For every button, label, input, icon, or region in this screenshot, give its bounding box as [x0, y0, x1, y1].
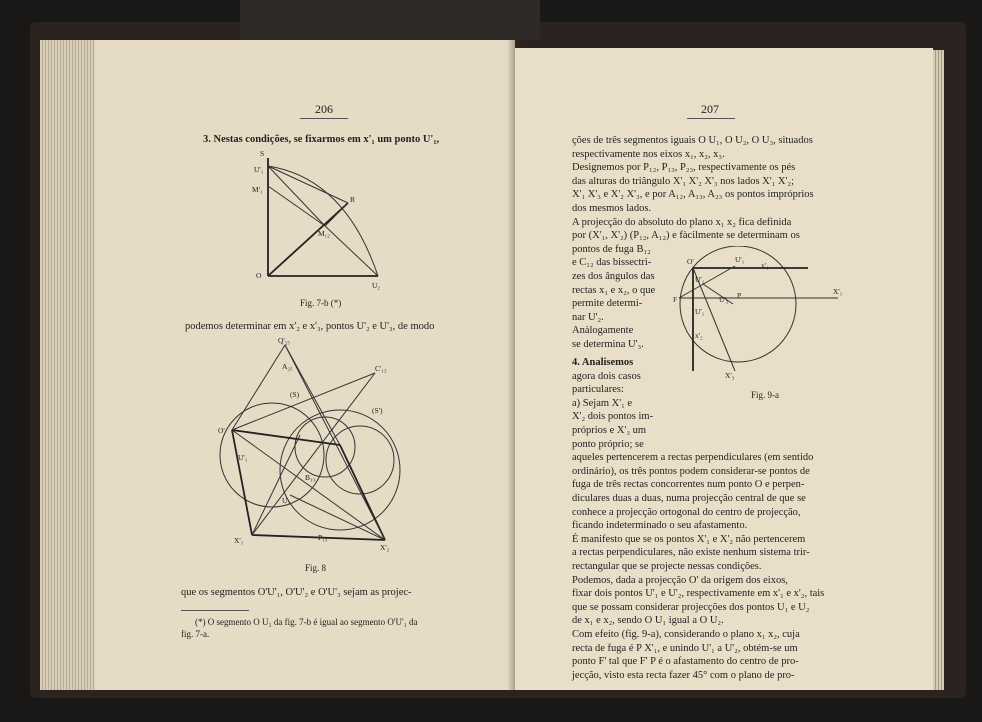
fig7b-label-m1: M'₁: [252, 185, 263, 194]
fig7b-label-u1: U'₁: [254, 165, 264, 174]
text-line: e C₁₂ das bissectri-: [572, 257, 652, 269]
fig8-label-u1: U'₁: [238, 453, 248, 462]
fig9a-label-x2: x'₂: [695, 331, 703, 340]
paragraph-3-line: 3. Nestas condições, se fixarmos em x'₁ um ponto U'₁,: [203, 134, 440, 145]
text-line: permite determi-: [572, 298, 643, 310]
text-line: ficando indeterminado o seu afastamento.: [572, 520, 748, 532]
mid-line: podemos determinar em x'₂ e x'₃, pontos U'₂ e U'₃, de modo: [185, 321, 435, 332]
fig9a-label-u1: U'₁: [735, 255, 745, 264]
text-line: rectas x₁ e x₂, o que: [572, 284, 656, 296]
fig8-label-b13: B₁₃: [305, 473, 316, 482]
fig9a-label-u1b: U'₁: [695, 307, 705, 316]
text-line: ordinário), os três pontos podem considerar-se pontos de: [572, 465, 810, 477]
text-line: fuga de três rectas concorrentes num ponto O e perpen-: [572, 479, 805, 491]
text-line: jecção, visto esta recta fazer 45° com o plano de pro-: [572, 669, 795, 681]
text-line: A projecção do absoluto do plano x₁ x₂ fica definida: [572, 216, 792, 228]
text-line: X'₁ X'₃ e X'₂ X'₃, e por A₁₂, A₁₃, A₂₃ os pontos impróprios: [572, 189, 814, 201]
text-line: se determina U'₃.: [572, 339, 644, 350]
fig8-label-x1: X'₁: [234, 536, 244, 545]
last-line: que os segmentos O'U'₁, O'U'₂ e O'U'₃ sejam as projec-: [181, 587, 412, 598]
fig7b-label-o: O: [256, 271, 262, 280]
fig9a-label-u2: U'₂: [695, 275, 705, 284]
text-line: a rectas perpendiculares, não existe nenhum sistema trir-: [572, 547, 810, 559]
text-line: particulares:: [572, 384, 624, 396]
footnote-line: (*) O segmento O U₁ da fig. 7-b é igual ao segmento O'U'₁ da: [195, 617, 418, 627]
fig9a-label-xx1: X'₁: [833, 287, 843, 296]
fig8-label-c13: C'₁₃: [375, 364, 387, 373]
fig8-label-o: O': [218, 426, 225, 435]
right-page: [515, 48, 933, 690]
fig8-label-s1: (S): [290, 390, 300, 399]
footnote-rule: [181, 610, 249, 611]
page-number-rule: [687, 118, 735, 119]
fig9a-label-u3: U'₃: [719, 295, 729, 304]
text-line: Anàlogamente: [572, 325, 634, 337]
fig8-caption: Fig. 8: [305, 563, 327, 573]
footnote-line: fig. 7-a.: [181, 629, 210, 639]
text-line: diculares duas a duas, numa projecção central de que se: [572, 493, 806, 504]
fig7b-label-u2: U₂: [372, 281, 381, 290]
text-line: rectangular que se projecte nessas condições.: [572, 561, 762, 572]
text-line: aqueles pertencerem a rectas perpendiculares (em sentido: [572, 452, 814, 464]
text-line: que se possam considerar projecções dos pontos U₁ e U₂: [572, 601, 810, 613]
fig7b-label-s: S: [260, 149, 265, 158]
text-line: por (X'₁, X'₂) (P₁₂, A₁₂) e fàcilmente se determinam os: [572, 230, 800, 242]
text-line: Podemos, dada a projecção O' da origem dos eixos,: [572, 574, 788, 586]
text-line: zes dos ângulos das: [572, 271, 655, 282]
figure-7b: [250, 148, 400, 298]
text-line: nar U'₂.: [572, 311, 604, 323]
text-line: ções de três segmentos iguais O U₁, O U₂, O U₃, situados: [572, 135, 813, 146]
fig7b-caption: Fig. 7-b (*): [300, 298, 342, 308]
figure-9a: [673, 246, 853, 386]
book-spine-top: [240, 0, 540, 40]
text-line: conhece a projecção ortogonal do centro de projecção,: [572, 506, 801, 518]
fig7b-label-m12: M₁₂: [318, 229, 330, 238]
fig7b-label-r: R: [350, 195, 356, 204]
text-line: de x₁ e x₂, sendo O U₁ igual a O U₂.: [572, 615, 724, 627]
fig8-label-p13: P₁₃: [318, 533, 328, 542]
text-line: pontos de fuga B₁₂: [572, 243, 651, 255]
text-line: a) Sejam X'₁ e: [572, 397, 633, 409]
fig9a-label-o: O': [687, 257, 694, 266]
text-line: dos mesmos lados.: [572, 203, 652, 214]
text-line: fixar dois pontos U'₁ e U'₂, respectivamente em x'₁ e x'₂, tais: [572, 588, 825, 600]
text-line: ponto próprio; se: [572, 438, 644, 450]
text-line: X'₂ dois pontos im-: [572, 411, 654, 423]
fig8-label-s2: (S'): [372, 406, 383, 415]
fig9a-label-p: P: [737, 291, 742, 300]
text-line: agora dois casos: [572, 370, 641, 382]
text-line: das alturas do triângulo X'₁ X'₂ X'₃ nos lados X'₁ X'₂;: [572, 175, 794, 187]
text-line: É manifesto que se os pontos X'₁ e X'₂ não pertencerem: [572, 533, 806, 545]
fig9a-label-x3: X'₃: [725, 371, 735, 380]
text-line: próprios e X'₃ um: [572, 425, 647, 436]
text-line: ponto F' tal que F' P é o afastamento do centro de pro-: [572, 656, 799, 668]
fig8-label-u2: U₂: [282, 496, 291, 505]
text-line: Com efeito (fig. 9-a), considerando o plano x₁ x₂, cuja: [572, 629, 800, 640]
fig8-label-q25: Q'₂₅: [278, 336, 290, 345]
left-page: [95, 40, 515, 690]
fig8-label-x2: X'₂: [380, 543, 390, 552]
fig9a-label-x1: x'₁: [761, 261, 769, 270]
fig8-label-a25: A₂₅: [282, 362, 293, 371]
figure-8: [210, 335, 420, 560]
text-line: Designemos por P₁₂, P₁₃, P₂₃, respectivamente os pés: [572, 162, 796, 174]
fig9a-caption: Fig. 9-a: [751, 390, 779, 400]
section-4-heading: 4. Analisemos: [572, 357, 634, 368]
page-number: 206: [315, 102, 333, 116]
fig9a-label-f: F: [673, 295, 678, 304]
page-number-rule: [300, 118, 348, 119]
text-line: respectivamente nos eixos x₁, x₂, x₃.: [572, 148, 725, 160]
page-number: 207: [701, 102, 719, 116]
text-line: recta de fuga é P X'₁, e unindo U'₁ a U'₂, obtém-se um: [572, 642, 798, 654]
page-stack-left: [40, 40, 100, 690]
